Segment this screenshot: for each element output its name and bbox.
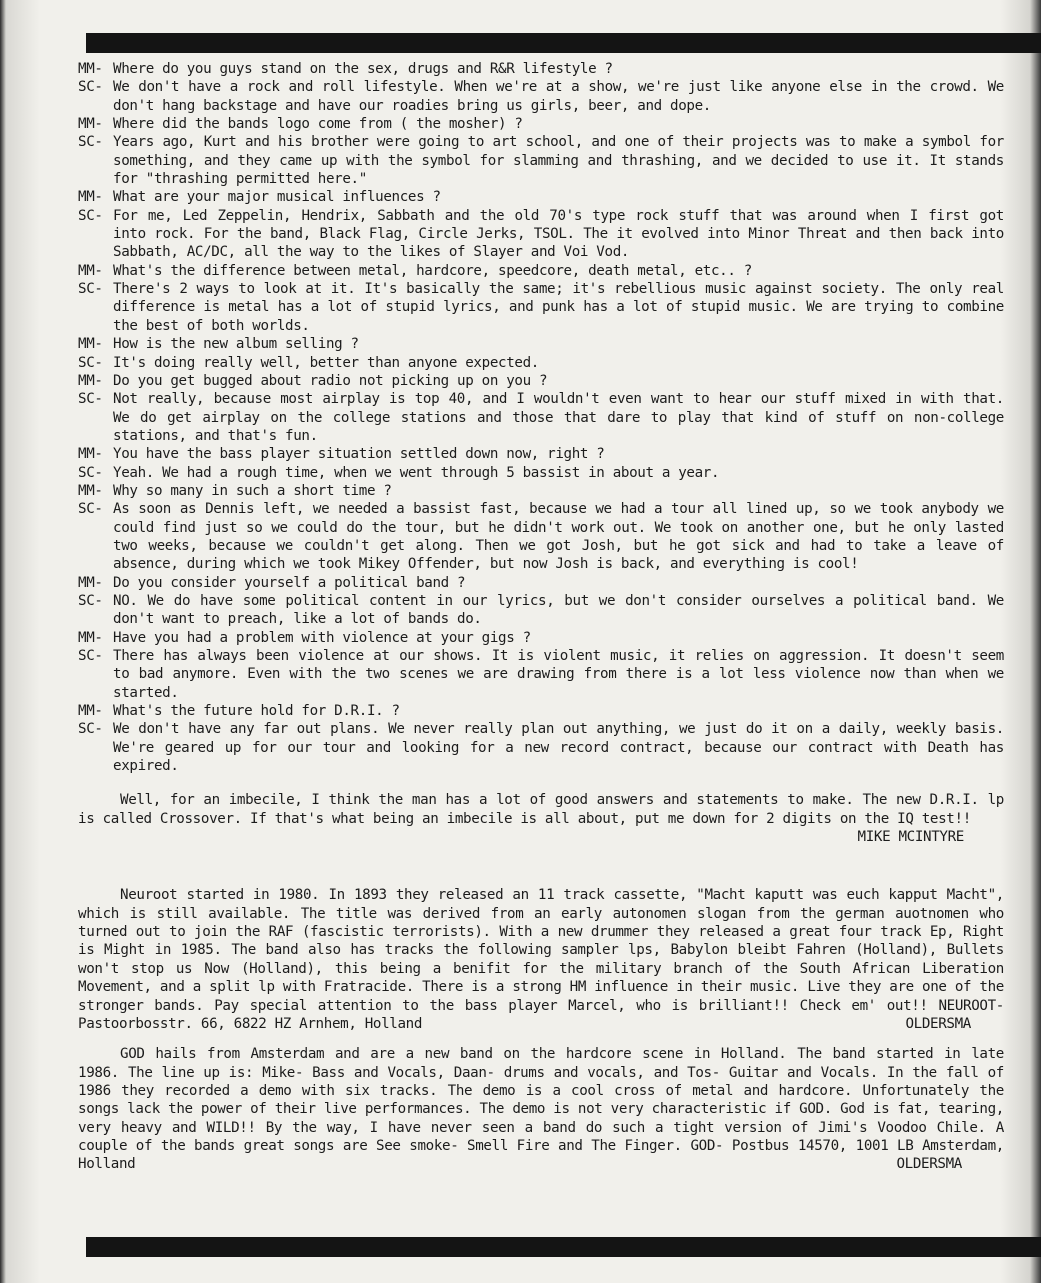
- qa-line: [78, 500, 1004, 573]
- qa-text: How is the new album selling ?: [113, 336, 359, 353]
- speaker-tag: MM-: [78, 372, 103, 389]
- qa-line: [78, 702, 1004, 720]
- qa-line: [78, 207, 1004, 262]
- qa-text: We don't have any far out plans. We never really plan out anything, we just do it on a daily, weekly basis. We're geared up for our tour and looking for a new record contract, because our contract with Death has expired.: [113, 721, 1004, 775]
- speaker-tag: SC-: [78, 354, 103, 371]
- qa-line: [78, 647, 1004, 702]
- qa-text: There's 2 ways to look at it. It's basically the same; it's rebellious music against society. The only real difference is metal has a lot of stupid lyrics, and punk has a lot of stupid music. We are trying to combine the best of both worlds.: [113, 281, 1004, 334]
- speaker-tag: MM-: [78, 574, 103, 591]
- qa-text: We don't have a rock and roll lifestyle. When we're at a show, we're just like anyone else in the crowd. We don't hang backstage and have our roadies bring us girls, beer, and dope.: [113, 79, 1004, 114]
- qa-line: [78, 482, 1004, 500]
- speaker-tag: MM-: [78, 703, 103, 720]
- qa-text: You have the bass player situation settled down now, right ?: [113, 446, 605, 463]
- closing-signature: MIKE MCINTYRE: [857, 829, 964, 846]
- qa-text: What's the difference between metal, hardcore, speedcore, death metal, etc.. ?: [113, 262, 752, 279]
- speaker-tag: MM-: [78, 446, 103, 463]
- speaker-tag: MM-: [78, 336, 103, 353]
- qa-text: Do you get bugged about radio not picking up on you ?: [113, 372, 548, 389]
- qa-text: Where did the bands logo come from ( the mosher) ?: [113, 116, 523, 133]
- qa-line: [78, 115, 1004, 133]
- qa-text: For me, Led Zeppelin, Hendrix, Sabbath and the old 70's type rock stuff that was around when I first got into rock. For the band, Black Flag, Circle Jerks, TSOL. The it evolved into Minor Threat and then back into Sabbath, AC/DC, all the way to the likes of Slayer and Voi Vod.: [113, 207, 1004, 261]
- article-content: [78, 60, 1004, 1174]
- qa-line: [78, 372, 1004, 390]
- qa-text: What's the future hold for D.R.I. ?: [113, 703, 400, 720]
- god-section: [78, 1045, 1004, 1173]
- qa-text: Have you had a problem with violence at your gigs ?: [113, 629, 531, 646]
- speaker-tag: MM-: [78, 189, 103, 206]
- closing-paragraph: Well, for an imbecile, I think the man has a lot of good answers and statements to make. The new D.R.I. lp is called Crossover. If that's what being an imbecile is all about, put me down for 2 digits on the IQ test!!: [78, 792, 1004, 827]
- god-text: GOD hails from Amsterdam and are a new band on the hardcore scene in Holland. The band started in late 1986. The line up is: Mike- Bass and Vocals, Daan- drums and vocals, and Tos- Guitar and Vocals. In the fall of 1986 they recorded a demo with six tracks. The demo is a cool cross of metal and hardcore. Unfortunately the songs lack the power of their live performances. The demo is not very characteristic if GOD. God is fat, tearing, very heavy and WILD!! By the way, I have never seen a band do such a tight version of Jimi's Voodoo Chile. A couple of the bands great songs are See smoke- Smell Fire and The Finger. GOD- Postbus 14570, 1001 LB Amsterdam, Holland: [78, 1046, 1004, 1173]
- speaker-tag: SC-: [78, 721, 103, 738]
- qa-line: [78, 574, 1004, 592]
- qa-text: What are your major musical influences ?: [113, 189, 441, 206]
- top-black-bar: [86, 33, 1041, 53]
- qa-line: [78, 60, 1004, 78]
- neuroot-text: Neuroot started in 1980. In 1893 they released an 11 track cassette, "Macht kaputt was euch kapput Macht", which is still available. The title was derived from an early autonomen slogan from the german auotnomen who turned out to join the RAF (fascistic terrorists). With a new drummer they released a great four track Ep, Right is Might in 1985. The band also has tracks the following sampler lps, Babylon bleibt Fahren (Holland), Bullets won't stop us Now (Holland), this being a benifit for the military branch of the South African Liberation Movement, and a split lp with Fratracide. There is a strong HM influence in their music. Live they are one of the stronger bands. Pay special attention to the bass player Marcel, who is brilliant!! Check em' out!! NEUROOT- Pastoorbosstr. 66, 6822 HZ Arnhem, Holland: [78, 887, 1004, 1032]
- closing-section: [78, 791, 1004, 846]
- qa-line: [78, 592, 1004, 629]
- speaker-tag: SC-: [78, 134, 103, 151]
- speaker-tag: MM-: [78, 61, 103, 77]
- qa-text: There has always been violence at our shows. It is violent music, it relies on aggression. It doesn't seem to bad anymore. Even with the two scenes we are drawing from there is a lot less violence now than when we started.: [113, 648, 1004, 701]
- qa-line: [78, 133, 1004, 188]
- bottom-black-bar: [86, 1237, 1041, 1257]
- speaker-tag: SC-: [78, 592, 103, 609]
- speaker-tag: MM-: [78, 482, 103, 499]
- qa-text: Where do you guys stand on the sex, drugs and R&R lifestyle ?: [113, 61, 613, 77]
- qa-text: Yeah. We had a rough time, when we went through 5 bassist in about a year.: [113, 464, 720, 481]
- qa-line: [78, 720, 1004, 775]
- speaker-tag: SC-: [78, 207, 103, 224]
- qa-line: [78, 280, 1004, 335]
- qa-line: [78, 354, 1004, 372]
- qa-line: [78, 445, 1004, 463]
- qa-line: [78, 390, 1004, 445]
- qa-line: [78, 78, 1004, 115]
- neuroot-section: [78, 886, 1004, 1033]
- qa-line: [78, 335, 1004, 353]
- qa-line: [78, 188, 1004, 206]
- speaker-tag: SC-: [78, 391, 103, 408]
- qa-line: [78, 629, 1004, 647]
- speaker-tag: MM-: [78, 629, 103, 646]
- qa-text: It's doing really well, better than anyone expected.: [113, 354, 539, 371]
- god-paragraph: [78, 1045, 1004, 1173]
- qa-text: Do you consider yourself a political band ?: [113, 574, 466, 591]
- qa-text: NO. We do have some political content in our lyrics, but we don't consider ourselves a political band. We don't want to preach, like a lot of bands do.: [113, 592, 1004, 628]
- speaker-tag: SC-: [78, 648, 103, 664]
- qa-text: Years ago, Kurt and his brother were going to art school, and one of their projects was to make a symbol for something, and they came up with the symbol for slamming and thrashing, and we decided to use it. It stands for "thrashing permitted here.": [113, 134, 1004, 188]
- qa-text: As soon as Dennis left, we needed a bassist fast, because we had a tour all lined up, so we took anybody we could find just so we could do the tour, but he didn't work out. We took on another one, but he only lasted two weeks, because we couldn't get along. Then we got Josh, but he got sick and had to take a leave of absence, during which we took Mikey Offender, but now Josh is back, and everything is cool!: [113, 501, 1004, 573]
- god-signature: OLDERSMA: [896, 1156, 962, 1173]
- qa-text: Why so many in such a short time ?: [113, 482, 392, 499]
- speaker-tag: SC-: [78, 501, 103, 518]
- speaker-tag: SC-: [78, 464, 103, 481]
- speaker-tag: MM-: [78, 116, 103, 133]
- neuroot-paragraph: [78, 886, 1004, 1033]
- speaker-tag: SC-: [78, 79, 103, 96]
- speaker-tag: SC-: [78, 281, 103, 298]
- interview-section: [78, 60, 1004, 775]
- qa-line: [78, 262, 1004, 280]
- speaker-tag: MM-: [78, 262, 103, 279]
- neuroot-signature: OLDERSMA: [905, 1015, 971, 1032]
- qa-text: Not really, because most airplay is top 40, and I wouldn't even want to hear our stuff mixed in with that. We do get airplay on the college stations and those that dare to play that kind of stuff on non-college stations, and that's fun.: [113, 391, 1004, 444]
- qa-line: [78, 464, 1004, 482]
